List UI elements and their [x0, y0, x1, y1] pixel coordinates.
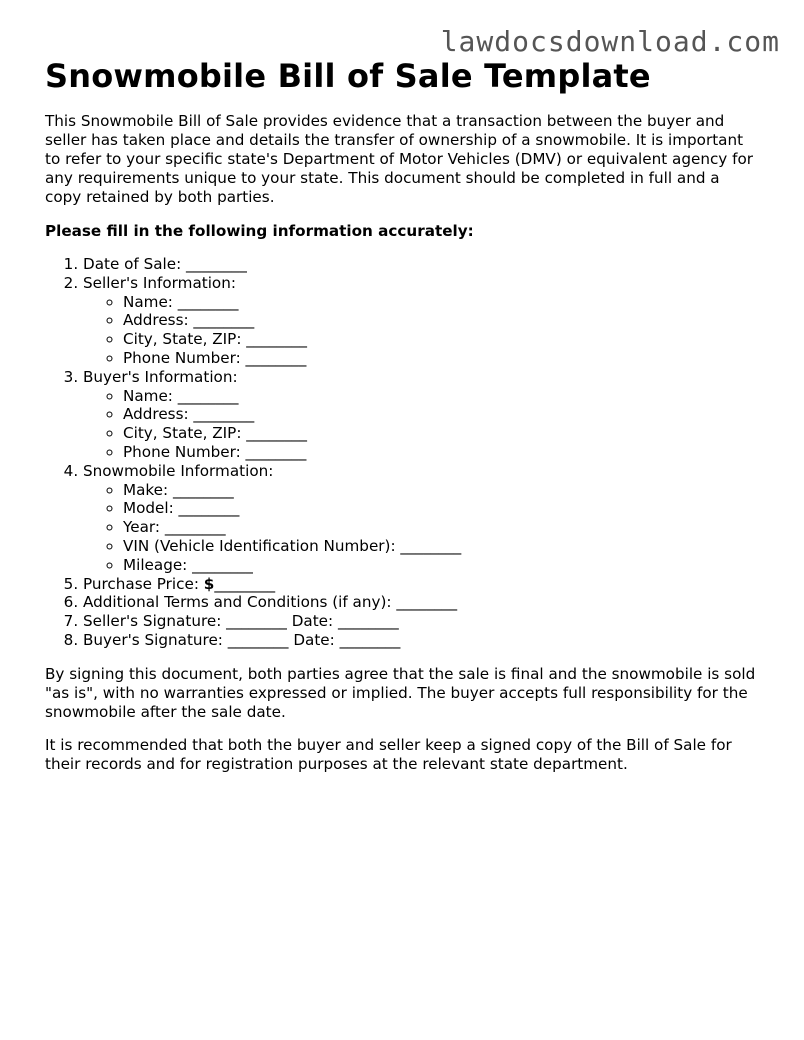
additional-terms-field: Additional Terms and Conditions (if any): ________	[83, 593, 458, 612]
seller-city-state-zip-field: ◦ City, State, ZIP: ________	[123, 330, 760, 349]
seller-info-label: Seller's Information:	[83, 273, 236, 292]
intro-paragraph: This Snowmobile Bill of Sale provides evidence that a transaction between the buyer and seller has taken place and details the transfer of ownership of a snowmobile. It is important to refer to your specific state's Department of Motor Vehicles (DMV) or equivalent agency for any requirements unique to your state. This document should be completed in full and a copy retained by both parties.	[45, 112, 753, 206]
date-of-sale-field: Date of Sale: ________	[83, 255, 247, 273]
purchase-price-label: Purchase Price:	[83, 574, 204, 593]
snowmobile-info-label: Snowmobile Information:	[83, 461, 274, 480]
make-field: ◦ Make: ________	[123, 481, 760, 500]
seller-name-field: ◦ Name: ________	[123, 293, 760, 312]
seller-info-sublist	[83, 293, 760, 368]
buyer-info-label: Buyer's Information:	[83, 367, 238, 386]
purchase-price-blank: ________	[214, 574, 276, 593]
buyer-address-field: ◦ Address: ________	[123, 405, 760, 424]
document-page	[45, 56, 760, 788]
list-item-seller-info	[83, 274, 760, 368]
recommendation-paragraph: It is recommended that both the buyer and seller keep a signed copy of the Bill of Sale for their records and for registration purposes at the relevant state department.	[45, 735, 732, 773]
buyer-info-sublist	[83, 387, 760, 462]
list-item-date-of-sale	[83, 255, 760, 274]
list-item-buyer-signature	[83, 631, 760, 650]
closing-paragraph: By signing this document, both parties agree that the sale is final and the snowmobile is sold "as is", with no warranties expressed or implied. The buyer accepts full responsibility for the snowmobile after the sale date.	[45, 664, 756, 721]
seller-signature-field: Seller's Signature: ________ Date: ________	[83, 612, 399, 631]
list-item-buyer-info	[83, 368, 760, 462]
buyer-city-state-zip-field: ◦ City, State, ZIP: ________	[123, 424, 760, 443]
buyer-name-field: ◦ Name: ________	[123, 387, 760, 406]
watermark: lawdocsdownload.com	[440, 25, 780, 58]
mileage-field: ◦ Mileage: ________	[123, 556, 760, 575]
buyer-phone-field: ◦ Phone Number: ________	[123, 443, 760, 462]
vin-field: ◦ VIN (Vehicle Identification Number): ________	[123, 537, 760, 556]
purchase-price-currency: $	[203, 574, 215, 593]
list-item-snowmobile-info	[83, 462, 760, 575]
form-field-list	[45, 255, 760, 650]
snowmobile-info-sublist	[83, 481, 760, 575]
buyer-signature-field: Buyer's Signature: ________ Date: ________	[83, 630, 401, 649]
model-field: ◦ Model: ________	[123, 499, 760, 518]
seller-address-field: ◦ Address: ________	[123, 311, 760, 330]
year-field: ◦ Year: ________	[123, 518, 760, 537]
list-item-seller-signature	[83, 612, 760, 631]
page-title: Snowmobile Bill of Sale Template	[45, 57, 651, 95]
list-item-additional-terms	[83, 593, 760, 612]
instruction-heading: Please fill in the following information accurately:	[45, 222, 474, 240]
seller-phone-field: ◦ Phone Number: ________	[123, 349, 760, 368]
list-item-purchase-price	[83, 575, 760, 594]
